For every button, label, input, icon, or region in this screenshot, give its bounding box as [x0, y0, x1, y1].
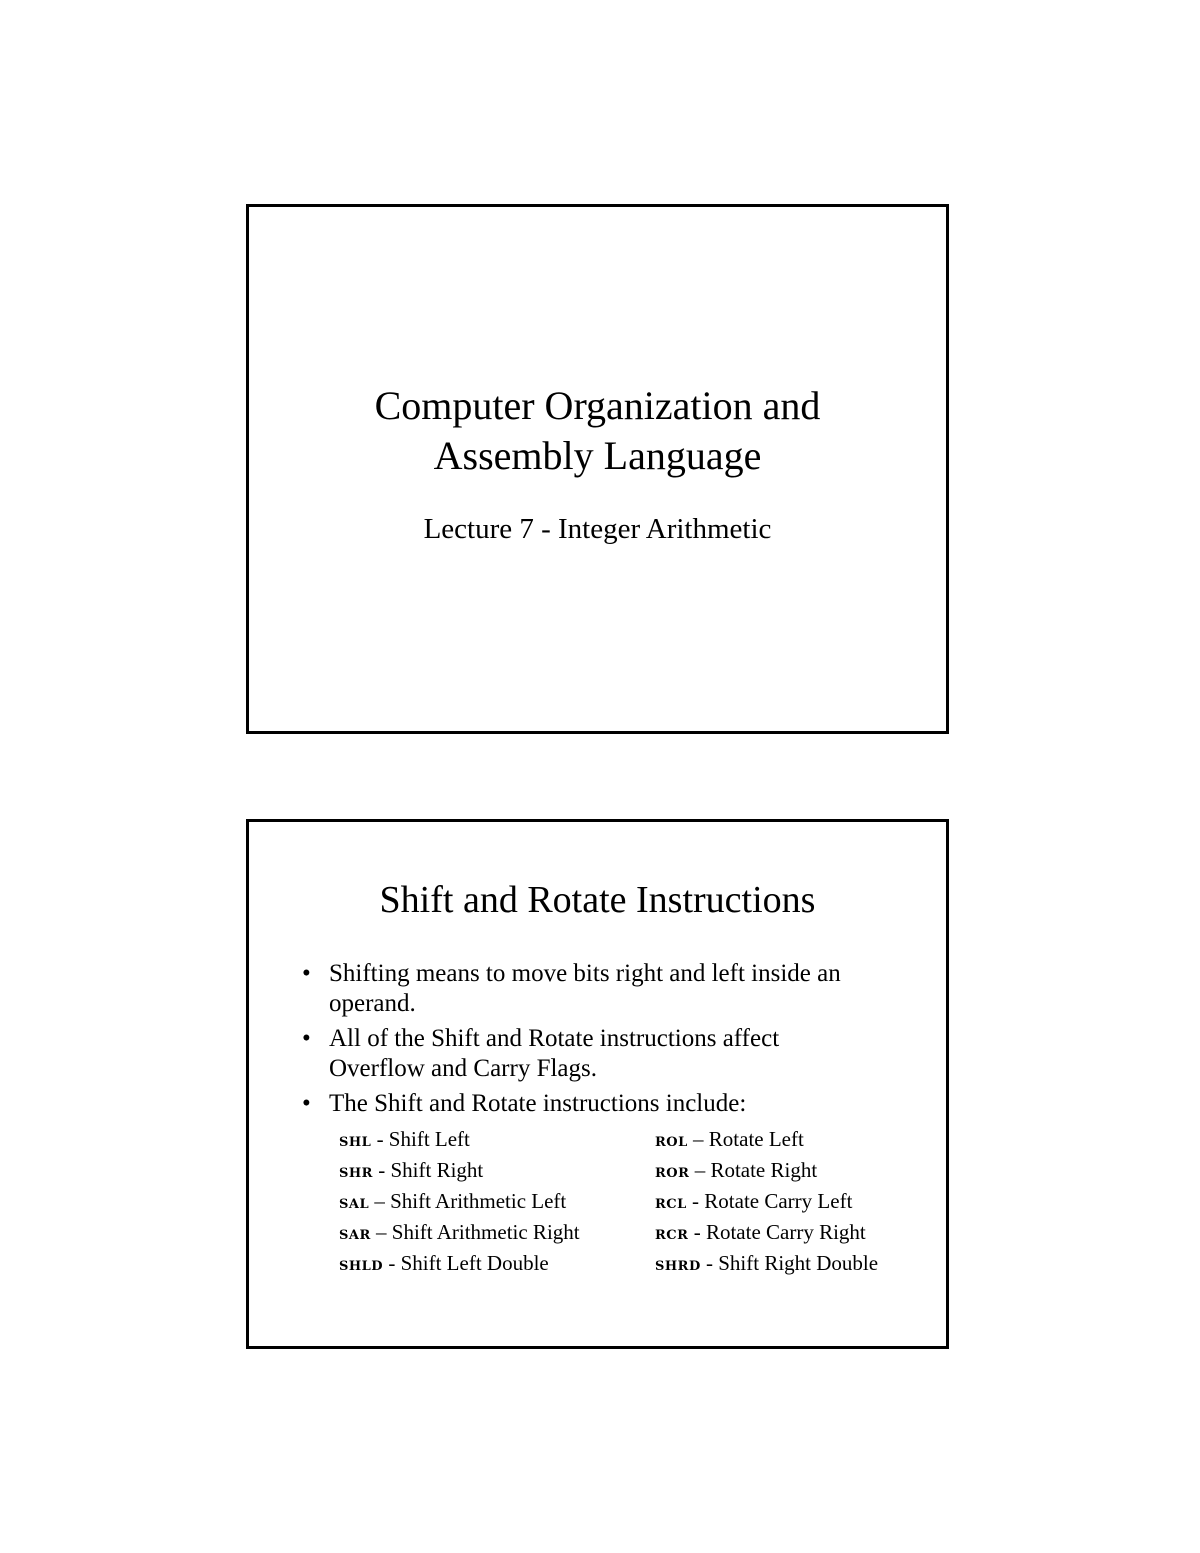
instruction-description: - Rotate Carry Right	[688, 1220, 866, 1244]
instruction-mnemonic: RCL	[655, 1197, 687, 1212]
instruction-description: - Shift Right Double	[700, 1251, 879, 1275]
bullet-item	[299, 959, 899, 1019]
instruction-description: – Shift Arithmetic Right	[370, 1220, 580, 1244]
bullet-text-line: All of the Shift and Rotate instructions affect	[329, 1025, 780, 1052]
instruction-item	[655, 1251, 929, 1276]
instruction-mnemonic: SHL	[339, 1135, 372, 1150]
instruction-row	[339, 1155, 929, 1186]
bullet-dot-icon: •	[302, 960, 311, 987]
instruction-mnemonic: RCR	[655, 1228, 689, 1243]
instruction-mnemonic: SHRD	[655, 1259, 701, 1274]
slide-1-title-line-1: Computer Organization and	[374, 383, 821, 428]
bullet-dot-icon: •	[302, 1090, 311, 1117]
instruction-item	[655, 1189, 929, 1214]
slide-1-title	[249, 381, 946, 481]
slide-1-title-line-2: Assembly Language	[433, 433, 762, 478]
slide-2	[246, 819, 949, 1349]
instruction-item	[339, 1251, 655, 1276]
instruction-row	[339, 1186, 929, 1217]
instruction-item	[339, 1158, 655, 1183]
instruction-row	[339, 1124, 929, 1155]
instruction-row	[339, 1248, 929, 1279]
instruction-mnemonic: SHR	[339, 1166, 373, 1181]
bullet-list	[299, 959, 899, 1124]
bullet-dot-icon: •	[302, 1025, 311, 1052]
bullet-item	[299, 1089, 899, 1119]
bullet-item	[299, 1024, 899, 1084]
instruction-mnemonic: SAR	[339, 1228, 371, 1243]
instruction-mnemonic: SHLD	[339, 1259, 384, 1274]
instruction-row	[339, 1217, 929, 1248]
bullet-text-line: Shifting means to move bits right and left inside an	[329, 960, 841, 987]
instruction-item	[339, 1127, 655, 1152]
instruction-mnemonic: SAL	[339, 1197, 370, 1212]
instruction-mnemonic: ROL	[655, 1135, 688, 1150]
instruction-description: - Shift Left	[371, 1127, 470, 1151]
instruction-description: - Shift Right	[372, 1158, 484, 1182]
instruction-mnemonic: ROR	[655, 1166, 690, 1181]
instruction-description: – Rotate Right	[689, 1158, 818, 1182]
instruction-list	[339, 1124, 929, 1279]
instruction-description: - Rotate Carry Left	[686, 1189, 853, 1213]
instruction-item	[339, 1189, 655, 1214]
instruction-description: - Shift Left Double	[383, 1251, 549, 1275]
instruction-item	[655, 1158, 929, 1183]
instruction-item	[655, 1220, 929, 1245]
slide-1	[246, 204, 949, 734]
bullet-text-line: The Shift and Rotate instructions include:	[329, 1090, 747, 1117]
instruction-description: – Shift Arithmetic Left	[369, 1189, 567, 1213]
bullet-text-line: Overflow and Carry Flags.	[329, 1055, 597, 1082]
slide-2-title: Shift and Rotate Instructions	[379, 879, 816, 921]
instruction-item	[339, 1220, 655, 1245]
instruction-description: – Rotate Left	[687, 1127, 804, 1151]
slide-1-subtitle: Lecture 7 - Integer Arithmetic	[423, 513, 772, 545]
bullet-text-line: operand.	[329, 990, 416, 1017]
instruction-item	[655, 1127, 929, 1152]
